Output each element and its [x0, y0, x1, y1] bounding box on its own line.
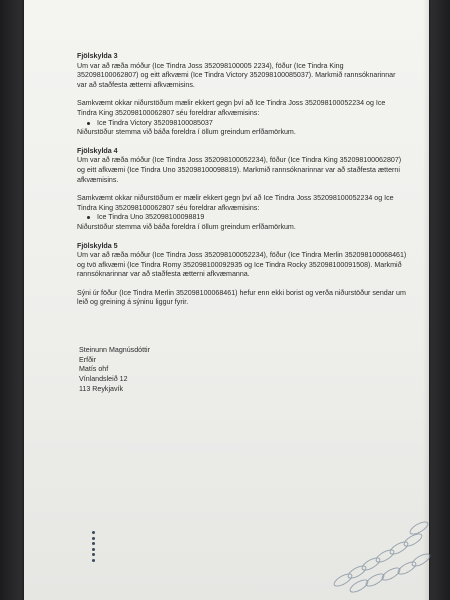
signer-street: Vínlandsleið 12 [79, 375, 128, 384]
bullet-icon [87, 122, 90, 125]
section-result: Samkvæmt okkar niðurstöðum er mælir ekkert gegn því að Ice Tindra Joss 352098100052234 og Ice Tindra King 352098100062807 séu foreldrar afkvæmisins: [77, 194, 394, 212]
signer-city: 113 Reykjavík [79, 384, 124, 393]
leaf-shape [332, 572, 353, 589]
location-icon [92, 531, 95, 534]
leaf-shape [374, 548, 395, 565]
leaf-shape [346, 564, 367, 581]
family-section-4 [77, 147, 407, 233]
location-icon [92, 537, 95, 540]
section-result: Samkvæmt okkar niðurstöðum mælir ekkert gegn því að Ice Tindra Joss 352098100052234 og Ice Tindra King 352098100062807 séu foreldrar afkvæmisins: [77, 99, 386, 117]
leaf-shape [388, 540, 409, 557]
background-right [430, 0, 450, 600]
leaf-shape [360, 556, 381, 573]
section-description: Um var að ræða móður (Ice Tindra Joss 352098100052234), föður (Ice Tindra King 352098100062807) og eitt afkvæmi (Ice Tindra Uno 352098100098819). Markmið rannsóknarinnar var að staðfesta ætterni afkvæmisins. [77, 156, 402, 184]
page-edge-shadow [423, 0, 429, 600]
offspring-label: Ice Tindra Victory 352098100085037 [97, 118, 213, 127]
section-conclusion: Niðurstöður stemma við báða foreldra í öllum greindum erfðamörkum. [77, 222, 296, 231]
section-heading: Fjölskylda 4 [77, 146, 118, 155]
offspring-list [77, 213, 407, 223]
offspring-label: Ice Tindra Uno 352098100098819 [97, 213, 205, 222]
leaf-shape [396, 560, 417, 577]
matis-logo-pattern [325, 518, 435, 594]
footer-contact-block [92, 530, 132, 563]
section-heading: Fjölskylda 3 [77, 52, 118, 60]
bullet-icon [87, 216, 90, 219]
leaf-shape [410, 552, 431, 569]
phone-icon [92, 542, 95, 545]
signer-name: Steinunn Magnúsdóttir [79, 346, 150, 354]
leaf-shape [380, 566, 401, 583]
document-body [77, 52, 407, 317]
section-description: Um var að ræða móður (Ice Tindra Joss 352098100052234), föður (Ice Tindra Merlin 352098100068461) og tvö afkvæmi (Ice Tindra Romy 352098100092935 og Ice Tindra Rocky 352098100091508). Markmið rannsóknarinnar var að staðfesta ætterni afkvæmanna. [77, 251, 407, 279]
section-note: Sýni úr föður (Ice Tindra Merlin 352098100068461) hefur enn ekki borist og verða niðurstöður sendar um leið og greining á sýninu liggur fyrir. [77, 288, 406, 307]
email-icon [92, 548, 95, 551]
web-icon [92, 553, 95, 556]
section-heading: Fjölskylda 5 [77, 241, 118, 250]
signer-title: Erfðir [79, 355, 96, 364]
family-section-5 [77, 242, 407, 309]
signature-block [79, 346, 150, 395]
offspring-item [77, 119, 407, 129]
section-conclusion: Niðurstöður stemma við báða foreldra í öllum greindum erfðamörkum. [77, 128, 296, 137]
section-description: Um var að ræða móður (Ice Tindra Joss 352098100005 2234), föður (Ice Tindra King 352098100062807) og eitt afkvæmi (Ice Tindra Victory 352098100085037). Markmið rannsóknarinnar var að staðfesta ætterni afkvæmisins. [77, 61, 396, 89]
footer-row [92, 558, 132, 564]
signer-organization: Matís ohf [79, 365, 109, 374]
background-left [0, 0, 22, 600]
leaf-shape [364, 572, 385, 589]
family-section-3 [77, 52, 407, 138]
offspring-list [77, 119, 407, 129]
web-icon [92, 559, 95, 562]
offspring-item [77, 213, 407, 223]
